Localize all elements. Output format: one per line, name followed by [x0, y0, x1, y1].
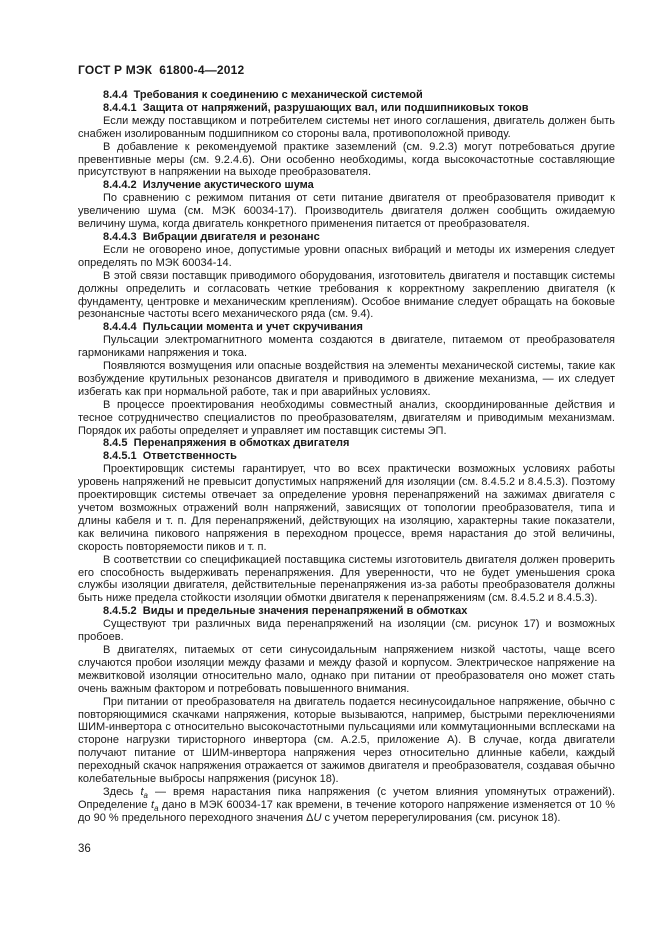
document-header: ГОСТ Р МЭК 61800-4—2012: [78, 63, 245, 77]
paragraph: По сравнению с режимом питания от сети питание двигателя от преобразователя приводит к увеличению шума (см. МЭК 60034-17). Производитель двигателя должен сообщить ожидаемую величину шума, когда двигатель конкретного применения питается от преобразователя.: [78, 192, 615, 231]
paragraph: При питании от преобразователя на двигатель подается несинусоидальное напряжение, обычно с повторяющимися скачками напряжения, которые вызываются, например, быстрыми переключениями ШИМ-инвертора с относительно высокочастотными пульсациями или коммутационными всплесками на стороне нагрузки тиристорного инвертора (см. А.2.5, приложение А). В случае, когда двигатели получают питание от ШИМ-инвертора напряжения через относительно длинные кабели, каждый переходный скачок напряжения отражается от зажимов двигателя и преобразователя, создавая обычно колебательные выбросы напряжения (рисунок 18).: [78, 695, 615, 786]
section-heading: 8.4.5.2 Виды и предельные значения перенапряжений в обмотках: [103, 605, 468, 618]
paragraph: Проектировщик системы гарантирует, что во всех практически возможных условиях работы уровень напряжений не превысит допустимых напряжений для изоляции (см. 8.4.5.2 и 8.4.5.3). Поэтому проектировщик системы отвечает за определение уровня перенапряжений на зажимах двигателя с учетом возможных отражений волн напряжений, зависящих от топологии преобразователя, типа и длины кабеля и т. п. Для перенапряжений, действующих на изоляцию, характерны такие показатели, как величина пикового напряжения в переходном процессе, время нарастания до этой величины, скорость повторяемости пиков и т. п.: [78, 463, 615, 553]
paragraph: В этой связи поставщик приводимого оборудования, изготовитель двигателя и поставщик системы должны определить и согласовать четкие требования к корректному закреплению двигателя (к фундаменту, центровке и механическим креплениям). Особое внимание следует обращать на боковые резонансные частоты всего механического ряда (см. 9.4).: [78, 269, 615, 321]
paragraph: Здесь $t_а$ — время нарастания пика напряжения (с учетом влияния упомянутых отражений). Определение $t_а$ дано в МЭК 60034-17 как времени, в течение которого напряжение изменяется от 10 % до 90 % предельного переходного значения ΔU с учетом перерегулирования (см. рисунок 18).: [78, 785, 616, 824]
paragraph: В соответствии со спецификацией поставщика системы изготовитель двигателя должен проверить его способность выдерживать перенапряжения. Для уверенности, что не будет уменьшения срока службы изоляции двигателя, действительные перенапряжения из-за работы преобразователя должны быть ниже предела стойкости изоляции обмотки двигателя к перенапряжениям (см. 8.4.5.2 и 8.4.5.3).: [78, 553, 615, 605]
section-heading: 8.4.4.4 Пульсации момента и учет скручивания: [103, 321, 363, 334]
section-heading: 8.4.4.1 Защита от напряжений, разрушающих вал, или подшипниковых токов: [103, 101, 529, 114]
section-heading: 8.4.5.1 Ответственность: [103, 450, 237, 463]
paragraph: Существуют три различных вида перенапряжений на изоляции (см. рисунок 17) и возможных пробоев.: [78, 618, 615, 644]
section-heading: 8.4.5 Перенапряжения в обмотках двигателя: [103, 437, 350, 450]
section-heading: 8.4.4.2 Излучение акустического шума: [103, 179, 314, 192]
paragraph: Если не оговорено иное, допустимые уровни опасных вибраций и методы их измерения следует определять по МЭК 60034-14.: [78, 243, 615, 269]
section-heading: 8.4.4.3 Вибрации двигателя и резонанс: [103, 230, 320, 243]
paragraph: Пульсации электромагнитного момента создаются в двигателе, питаемом от преобразователя гармониками напряжения и тока.: [78, 334, 615, 360]
page-number: 36: [78, 843, 91, 855]
section-heading: 8.4.4 Требования к соединению с механической системой: [103, 89, 423, 101]
document-blocks: [78, 89, 615, 825]
paragraph: Если между поставщиком и потребителем системы нет иного соглашения, двигатель должен быть снабжен изолированным подшипником со стороны вала, противоположной приводу.: [78, 114, 615, 140]
paragraph: Появляются возмущения или опасные воздействия на элементы механической системы, такие как возбуждение крутильных резонансов двигателя и приводимого в движение механизма, — их следует избегать как при нормальной работе, так и при аварийных условиях.: [78, 360, 615, 398]
paragraph: В процессе проектирования необходимы совместный анализ, скоординированные действия и тесное сотрудничество специалистов по преобразователям, двигателям и приводимым механизмам. Порядок их работы определяет и управляет им поставщик системы ЭП.: [78, 398, 615, 437]
paragraph: В добавление к рекомендуемой практике заземлений (см. 9.2.3) могут потребоваться другие превентивные меры (см. 9.2.4.6). Они особенно необходимы, когда высокочастотные составляющие присутствуют в напряжении на выходе преобразователя.: [78, 140, 615, 179]
paragraph: В двигателях, питаемых от сети синусоидальным напряжением низкой частоты, чаще всего случаются пробои изоляции между фазами и между фазой и корпусом. Электрическое напряжение на межвитковой изоляции относительно мало, однако при питании от преобразователя оно может стать очень важным фактором и потребовать повышенного внимания.: [78, 643, 615, 695]
